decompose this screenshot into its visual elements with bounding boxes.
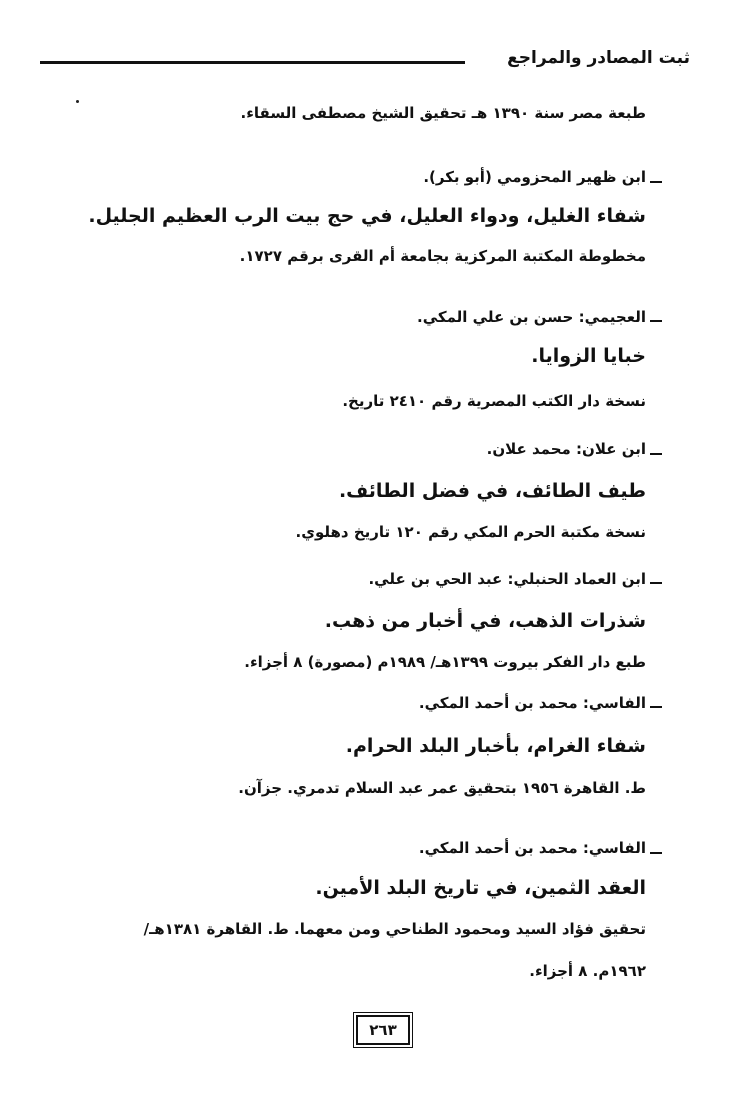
entry-author: ابن العماد الحنبلي: عبد الحي بن علي. — [368, 570, 646, 588]
entry-title: طيف الطائف، في فضل الطائف. — [338, 480, 646, 502]
entry-note-line-2: ١٩٦٢م. ٨ أجزاء. — [529, 962, 646, 980]
entry-dash — [650, 582, 662, 584]
header-title: ثبت المصادر والمراجع — [507, 48, 690, 68]
entry-note-line-1: تحقيق فؤاد السيد ومحمود الطناحي ومن معهما. ط. القاهرة ١٣٨١هـ/ — [143, 920, 646, 938]
entry-title: العقد الثمين، في تاريخ البلد الأمين. — [315, 877, 646, 899]
entry-author: ابن ظهير المحزومي (أبو بكر). — [423, 168, 646, 186]
scan-speck — [76, 100, 79, 103]
entry-title: شذرات الذهب، في أخبار من ذهب. — [324, 610, 646, 632]
entry-dash — [650, 706, 662, 708]
entry-author: ابن علان: محمد علان. — [486, 440, 646, 458]
entry-dash — [650, 852, 662, 854]
running-header — [40, 44, 690, 78]
entry-author: الفاسي: محمد بن أحمد المكي. — [418, 694, 646, 712]
entry-note: نسخة مكتبة الحرم المكي رقم ١٢٠ تاريخ دهلوي. — [295, 523, 646, 541]
entry-title: شفاء الغرام، بأخبار البلد الحرام. — [345, 735, 646, 757]
entry-note: طبع دار الفكر بيروت ١٣٩٩هـ/ ١٩٨٩م (مصورة) ٨ أجزاء. — [244, 653, 646, 671]
entry-dash — [650, 320, 662, 322]
entry-dash — [650, 453, 662, 455]
entry-title: خبايا الزوايا. — [531, 345, 646, 367]
entry-note: نسخة دار الكتب المصرية رقم ٢٤١٠ تاريخ. — [342, 392, 646, 410]
entry-dash — [650, 181, 662, 183]
entry-author: العجيمي: حسن بن علي المكي. — [417, 308, 646, 326]
page-number: ٢٦٣ — [356, 1015, 410, 1045]
entry-title: شفاء الغليل، ودواء العليل، في حج بيت الرب العظيم الجليل. — [88, 205, 646, 227]
header-rule — [40, 61, 465, 64]
top-note: طبعة مصر سنة ١٣٩٠ هـ تحقيق الشيخ مصطفى السقاء. — [240, 104, 646, 122]
entry-note: مخطوطة المكتبة المركزية بجامعة أم القرى برقم ١٧٢٧. — [239, 247, 646, 265]
entry-author: الفاسي: محمد بن أحمد المكي. — [418, 839, 646, 857]
entry-note: ط. القاهرة ١٩٥٦ بتحقيق عمر عبد السلام تدمري. جزآن. — [238, 779, 646, 797]
